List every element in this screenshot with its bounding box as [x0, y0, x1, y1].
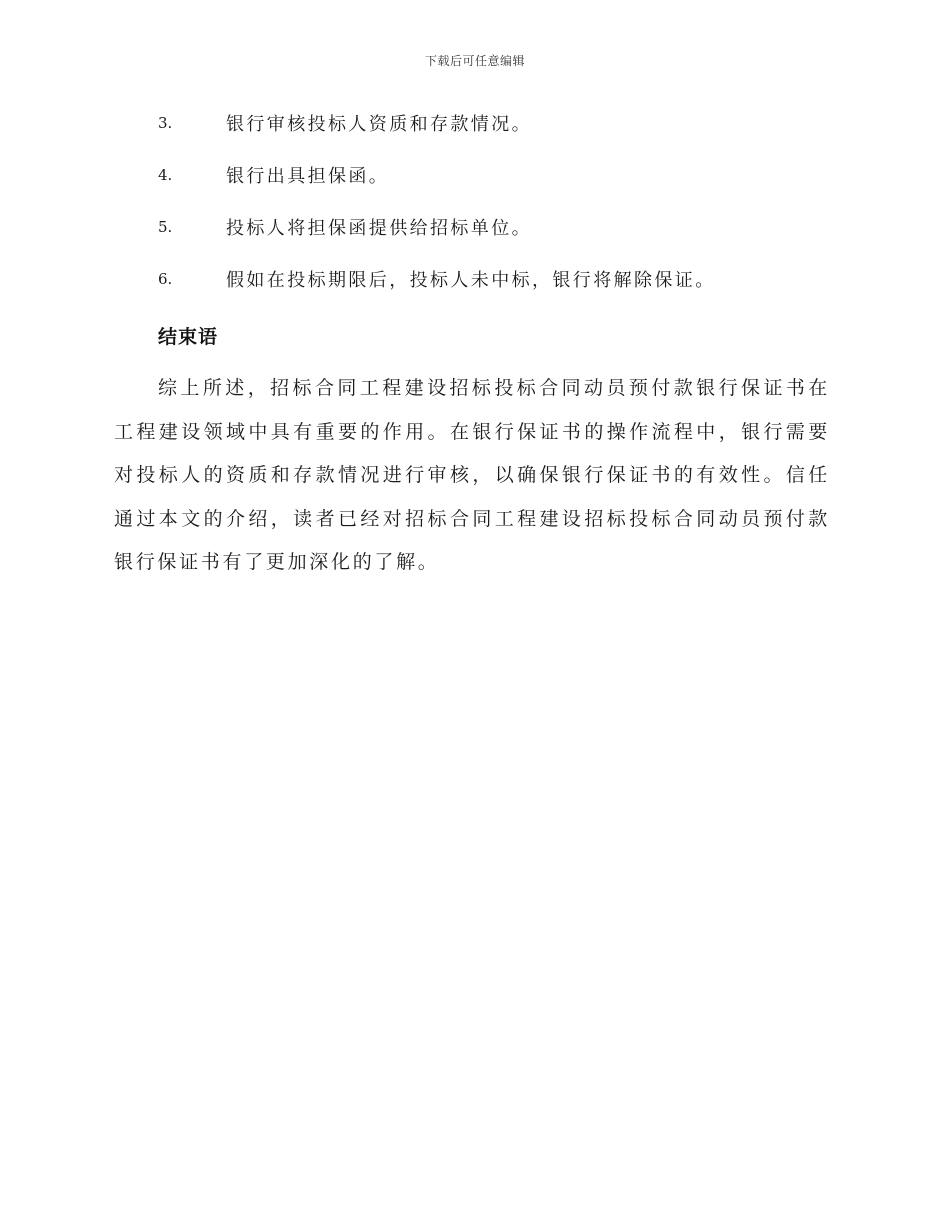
conclusion-heading: 结束语 [158, 326, 219, 348]
step-text: 银行审核投标人资质和存款情况。 [226, 114, 532, 135]
step-number: 4. [158, 166, 173, 184]
step-text: 假如在投标期限后，投标人未中标，银行将解除保证。 [226, 270, 716, 291]
steps-list [158, 110, 858, 318]
step-number: 3. [158, 114, 173, 132]
list-item [158, 266, 858, 318]
list-item [158, 110, 858, 162]
step-number: 6. [158, 270, 173, 288]
conclusion-paragraph: 综上所述，招标合同工程建设招标投标合同动员预付款银行保证书在工程建设领域中具有重要的作用。在银行保证书的操作流程中，银行需要对投标人的资质和存款情况进行审核，以确保银行保证书的有效性。信任通过本文的介绍，读者已经对招标合同工程建设招标投标合同动员预付款银行保证书有了更加深化的了解。 [114, 377, 830, 573]
step-text: 投标人将担保函提供给招标单位。 [226, 218, 532, 239]
list-item [158, 214, 858, 266]
step-number: 5. [158, 218, 173, 236]
step-text: 银行出具担保函。 [226, 166, 390, 187]
list-item [158, 162, 858, 214]
page-header: 下载后可任意编辑 [424, 54, 525, 68]
